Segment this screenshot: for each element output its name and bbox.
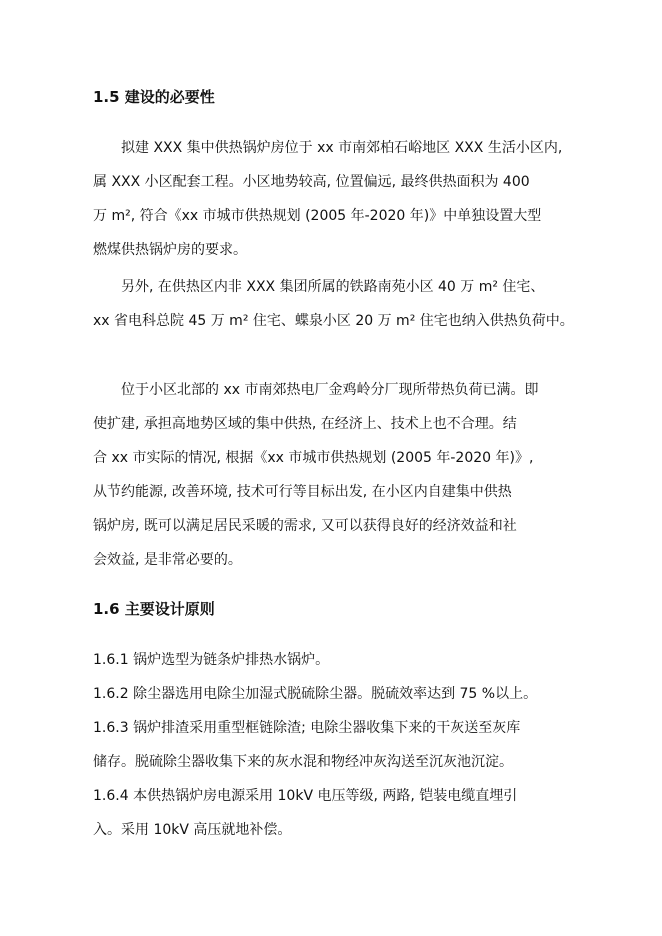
text-line: 锅炉房, 既可以满足居民采暖的需求, 又可以获得良好的经济效益和社: [93, 518, 517, 534]
text-line: 位于小区北部的 xx 市南郊热电厂金鸡岭分厂现所带热负荷已满。即: [121, 382, 539, 398]
text-line: 拟建 XXX 集中供热锅炉房位于 xx 市南郊柏石峪地区 XXX 生活小区内,: [121, 140, 563, 156]
text-line: 1.6.2 除尘器选用电除尘加湿式脱硫除尘器。脱硫效率达到 75 %以上。: [93, 686, 538, 702]
text-line: 万 m², 符合《xx 市城市供热规划 (2005 年-2020 年)》中单独设置大型: [93, 208, 542, 224]
text-line: xx 省电科总院 45 万 m² 住宅、蝶泉小区 20 万 m² 住宅也纳入供热负荷中。: [93, 313, 574, 329]
text-line: 属 XXX 小区配套工程。小区地势较高, 位置偏远, 最终供热面积为 400: [93, 174, 530, 190]
text-line: 储存。脱硫除尘器收集下来的灰水混和物经冲灰沟送至沉灰池沉淀。: [93, 754, 513, 770]
text-line: 1.6.1 锅炉选型为链条炉排热水锅炉。: [93, 652, 330, 668]
text-line: 燃煤供热锅炉房的要求。: [93, 242, 247, 258]
text-line: 入。采用 10kV 高压就地补偿。: [93, 822, 292, 838]
text-line: 1.6.3 锅炉排渣采用重型框链除渣; 电除尘器收集下来的干灰送至灰库: [93, 720, 521, 736]
text-line: 另外, 在供热区内非 XXX 集团所属的铁路南苑小区 40 万 m² 住宅、: [121, 279, 545, 295]
text-line: 1.6.4 本供热锅炉房电源采用 10kV 电压等级, 两路, 铠装电缆直埋引: [93, 788, 518, 804]
text-line: 使扩建, 承担高地势区域的集中供热, 在经济上、技术上也不合理。结: [93, 416, 517, 432]
text-line: 合 xx 市实际的情况, 根据《xx 市城市供热规划 (2005 年-2020 年)》,: [93, 450, 534, 466]
text-line: 会效益, 是非常必要的。: [93, 552, 242, 568]
section-heading-1-6: 1.6 主要设计原则: [93, 600, 215, 618]
section-heading-1-5: 1.5 建设的必要性: [93, 88, 215, 106]
text-line: 从节约能源, 改善环境, 技术可行等目标出发, 在小区内自建集中供热: [93, 484, 512, 500]
